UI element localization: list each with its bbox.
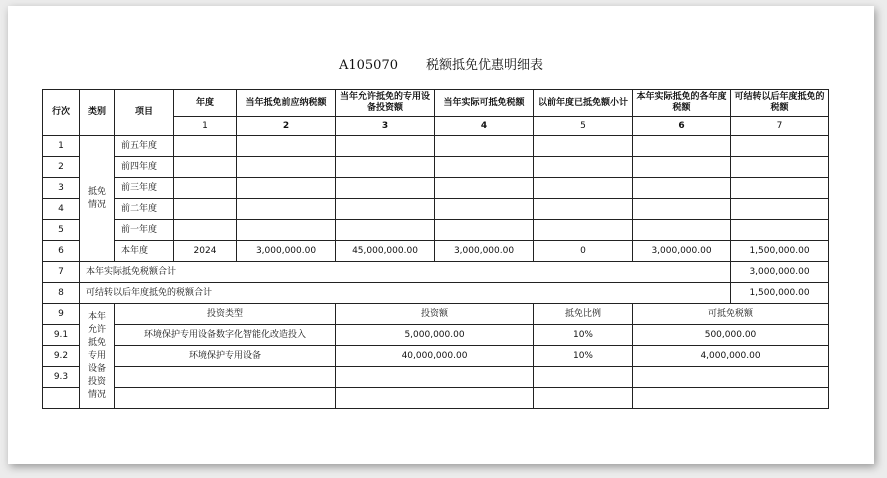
table-row [43,136,829,157]
header-col-1: 年度 [174,90,237,117]
creditable-amount: 4,000,000.00 [633,346,829,367]
row-item: 本年度 [115,241,174,262]
row-no: 7 [43,262,80,283]
cell [435,199,534,220]
col-num-5: 5 [534,117,633,136]
investment-header-row [43,304,829,325]
category-line: 专用 [87,350,106,361]
row-no: 1 [43,136,80,157]
investment-row [43,325,829,346]
header-investment-type: 投资类型 [115,304,336,325]
header-credit-ratio: 抵免比例 [534,304,633,325]
investment-amount [336,367,534,388]
row-no [43,388,80,409]
carry-total-label: 可结转以后年度抵免的税额合计 [80,283,731,304]
cell [731,157,829,178]
table-row [43,241,829,262]
row-item: 前一年度 [115,220,174,241]
category-line: 允许 [87,324,106,335]
row-no: 3 [43,178,80,199]
cell [174,178,237,199]
row-item: 前二年度 [115,199,174,220]
cell [336,199,435,220]
row-item: 前三年度 [115,178,174,199]
cell [731,136,829,157]
cell-creditable-tax: 3,000,000.00 [435,241,534,262]
row-no: 9 [43,304,80,325]
row-no: 4 [43,199,80,220]
cell [435,220,534,241]
row-no: 5 [43,220,80,241]
category-line: 本年 [87,311,106,322]
cell [336,157,435,178]
cell [435,157,534,178]
cell [174,157,237,178]
credit-ratio: 10% [534,325,633,346]
category-credit-situation [80,136,115,262]
investment-type [115,367,336,388]
cell [174,136,237,157]
cell-year: 2024 [174,241,237,262]
header-col-5: 以前年度已抵免额小计 [534,90,633,117]
cell-carry-forward: 1,500,000.00 [731,241,829,262]
creditable-amount: 500,000.00 [633,325,829,346]
col-num-3: 3 [336,117,435,136]
header-item: 项目 [115,90,174,136]
creditable-amount [633,367,829,388]
table-row [43,178,829,199]
header-col-7: 可结转以后年度抵免的税额 [731,90,829,117]
table-row [43,157,829,178]
credit-ratio [534,388,633,409]
category-line: 抵免 [87,337,106,348]
creditable-amount [633,388,829,409]
cell [336,136,435,157]
cell-actual-credited: 3,000,000.00 [633,241,731,262]
cell [534,136,633,157]
investment-type [115,388,336,409]
cell [534,157,633,178]
row-no: 6 [43,241,80,262]
investment-row [43,367,829,388]
cell [534,199,633,220]
blank-row [43,388,829,409]
category-line: 情况 [87,389,106,400]
table-row-total [43,262,829,283]
col-num-7: 7 [731,117,829,136]
col-num-6: 6 [633,117,731,136]
carry-total-value: 1,500,000.00 [731,283,829,304]
document-page [8,6,874,464]
cell [633,199,731,220]
cell [336,220,435,241]
cell-tax-before-credit: 3,000,000.00 [237,241,336,262]
investment-amount: 5,000,000.00 [336,325,534,346]
investment-type: 环境保护专用设备数字化智能化改造投入 [115,325,336,346]
cell-equipment-investment: 45,000,000.00 [336,241,435,262]
cell [731,220,829,241]
cell [174,220,237,241]
cell [731,199,829,220]
row-no: 8 [43,283,80,304]
table-row [43,220,829,241]
header-row-no: 行次 [43,90,80,136]
header-col-3: 当年允许抵免的专用设备投资额 [336,90,435,117]
form-code: A105070 [338,58,398,73]
investment-row [43,346,829,367]
header-col-6: 本年实际抵免的各年度税额 [633,90,731,117]
cell [174,199,237,220]
credit-ratio [534,367,633,388]
cell [633,157,731,178]
cell [237,157,336,178]
col-num-4: 4 [435,117,534,136]
cell [237,220,336,241]
cell [237,178,336,199]
row-no: 9.3 [43,367,80,388]
total-label: 本年实际抵免税额合计 [80,262,731,283]
page-title [8,54,874,73]
row-item: 前五年度 [115,136,174,157]
form-name: 税额抵免优惠明细表 [426,58,544,73]
cell [336,178,435,199]
credit-ratio: 10% [534,346,633,367]
investment-type: 环境保护专用设备 [115,346,336,367]
cell [534,178,633,199]
cell-prior-credited: 0 [534,241,633,262]
header-category: 类别 [80,90,115,136]
cell [435,136,534,157]
investment-amount: 40,000,000.00 [336,346,534,367]
cell [633,136,731,157]
header-investment-amount: 投资额 [336,304,534,325]
category-equipment-investment [80,304,115,409]
cell [435,178,534,199]
row-no: 9.2 [43,346,80,367]
row-item: 前四年度 [115,157,174,178]
total-value: 3,000,000.00 [731,262,829,283]
col-num-2: 2 [237,117,336,136]
header-row [43,90,829,117]
cell [534,220,633,241]
cell [633,178,731,199]
col-num-1: 1 [174,117,237,136]
cell [237,136,336,157]
cell [633,220,731,241]
header-col-2: 当年抵免前应纳税额 [237,90,336,117]
investment-amount [336,388,534,409]
row-no: 9.1 [43,325,80,346]
table-row-total [43,283,829,304]
category-line: 投资 [87,376,106,387]
row-no: 2 [43,157,80,178]
cell [731,178,829,199]
category-label: 抵免情况 [87,186,106,210]
header-creditable-amount: 可抵免税额 [633,304,829,325]
table-row [43,199,829,220]
header-col-4: 当年实际可抵免税额 [435,90,534,117]
cell [237,199,336,220]
category-line: 设备 [87,363,106,374]
tax-credit-table [42,89,829,409]
